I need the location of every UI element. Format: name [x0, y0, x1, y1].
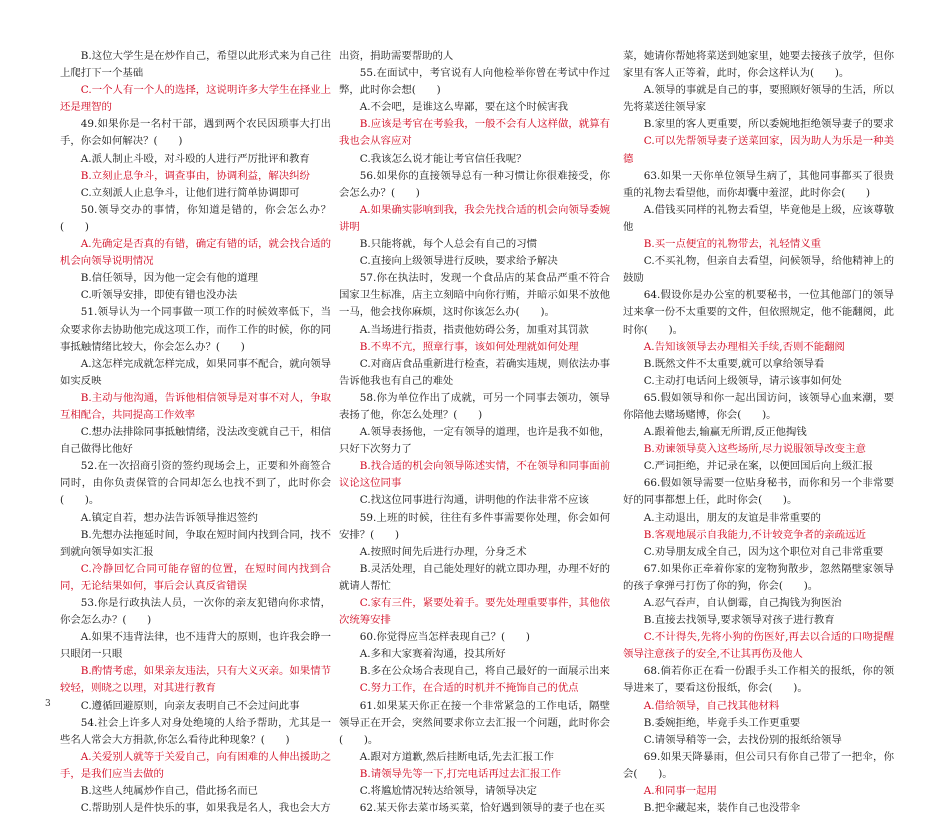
text-line: 67.如果你正牵着你家的宠物狗散步，忽然隔壁家领导的孩子拿弹弓打伤了你的狗，你会( )。	[623, 562, 894, 592]
text-line: B.灵活处理，自己能处理好的就立即办理，办理不好的就请人帮忙	[339, 562, 610, 592]
text-line: 49.如果你是一名村干部，遇到两个农民因琐事大打出手，你会如何解决？( )	[60, 118, 331, 148]
text-column-middle	[339, 48, 610, 817]
text-line: A.主动退出，朋友的友谊是非常重要的	[643, 511, 821, 524]
text-line: 65.假如领导和你一起出国访问，该领导心血来潮，要你陪他去赌场赌博，你会( )。	[623, 391, 894, 421]
text-line: A.派人制止斗殴，对斗殴的人进行严厉批评和教育	[80, 152, 310, 165]
text-line: 菜，她请你帮她将菜送到她家里，她要去接孩子放学，但你家里有客人正等着，此时，你会这样认为( )。	[623, 50, 894, 80]
text-line: 62.某天你去菜市场买菜，恰好遇到领导的妻子也在买	[359, 802, 605, 815]
answer-highlight: B.不卑不亢，照章行事，该如何处理就如何处理	[359, 340, 579, 353]
text-column-left	[60, 48, 331, 817]
text-line: C.严词拒绝，并记录在案，以便回国后向上级汇报	[643, 460, 873, 473]
text-line: B.只能将就，每个人总会有自己的习惯	[359, 238, 537, 251]
text-line: C.找这位同事进行沟通，讲明他的作法非常不应该	[359, 494, 589, 507]
text-line: 51.领导认为一个同事做一项工作的时候效率低下，当众要求你去协助他完成这项工作，而作工作的时候，你的同事抵触情绪比较大，你会怎么办？( )	[60, 306, 331, 353]
text-line: 69.如果天降暴雨，但公司只有你自己带了一把伞，你会( )。	[623, 750, 894, 780]
answer-highlight: A.如果确实影响到我，我会先找合适的机会向领导委婉讲明	[339, 203, 610, 233]
text-line: A.这怎样完成就怎样完成，如果同事不配合，就向领导如实反映	[60, 357, 331, 387]
text-line: 58.你为单位作出了成就，可另一个同事去领功，领导表扬了他，你怎么处理？( )	[339, 391, 610, 421]
text-line: B.这位大学生是在炒作自己，希望以此形式来为自己往上爬打下一个基础	[60, 50, 331, 80]
text-line: A.镇定自若，想办法告诉领导推迟签约	[80, 511, 258, 524]
text-line: 55.在面试中，考官说有人向他检举你曾在考试中作过弊，此时你会想( )	[339, 67, 610, 97]
answer-highlight: B.主动与他沟通，告诉他相信领导是对事不对人，争取互相配合，共同提高工作效率	[60, 391, 331, 421]
answer-highlight: C.一个人有一个人的选择，这说明许多大学生在择业上还是理智的	[60, 84, 331, 114]
text-line: 54.社会上许多人对身处绝境的人给予帮助，尤其是一些名人常会大方捐款,你怎么看待此种现象？( )	[60, 716, 331, 746]
answer-highlight: A.先确定是否真的有错，确定有错的话，就会找合适的机会向领导说明情况	[60, 238, 331, 268]
text-line: A.借钱买同样的礼物去看望，毕竟他是上级，应该尊敬他	[623, 203, 894, 233]
answer-highlight: A.借给领导，自己找其他材料	[643, 699, 780, 712]
text-line: 56.如果你的直接领导总有一种习惯让你很难接受，你会怎么办？( )	[339, 169, 610, 199]
text-line: C.请领导稍等一会，去找份别的报纸给领导	[643, 733, 842, 746]
text-line: B.先想办法拖延时间，争取在短时间内找到合同，找不到就向领导如实汇报	[60, 528, 331, 558]
text-line: C.帮助别人是件快乐的事，如果我是名人，我也会大方	[80, 802, 331, 815]
text-line: A.跟对方道歉,然后挂断电话,先去汇报工作	[359, 750, 554, 763]
text-line: 63.如果一天你单位领导生病了，其他同事都买了很贵重的礼物去看望他，而你却囊中羞涩，此时你会( )	[623, 169, 894, 199]
text-line: B.委婉拒绝，毕竟手头工作更重要	[643, 716, 801, 729]
answer-highlight: C.冷静回忆合同可能存留的位置，在短时间内找到合同，无论结果如何，事后会认真反省错误	[60, 562, 331, 592]
text-column-right	[623, 48, 894, 817]
answer-highlight: C.家有三件，紧要处着手。要先处理重要事件，其他依次统筹安排	[339, 597, 610, 627]
answer-highlight: B.劝谏领导莫入这些场所,尽力说服领导改变主意	[643, 443, 866, 456]
text-line: C.劝导朋友成全自己，因为这个职位对自己非常重要	[643, 545, 884, 558]
text-line: A.不会吧，是谁这么卑鄙，要在这个时候害我	[359, 101, 569, 114]
text-line: A.按照时间先后进行办理，分身乏术	[359, 545, 527, 558]
text-line: 59.上班的时候，往往有多件事需要你处理，你会如何安排？( )	[339, 511, 610, 541]
text-line: A.忍气吞声，自认倒霉，自己掏钱为狗医治	[643, 597, 842, 609]
text-line: 66.假如领导需要一位贴身秘书，而你和另一个非常要好的同事都想上任，此时你会( )。	[623, 477, 894, 507]
text-line: C.将尴尬情况转达给领导，请领导决定	[359, 785, 537, 798]
text-line: C.直接向上级领导进行反映，要求给予解决	[359, 255, 558, 268]
answer-highlight: A.和同事一起用	[643, 785, 717, 798]
text-line: 57.你在执法时，发现一个食品店的某食品严重不符合国家卫生标准，店主立刻暗中向你行贿，并暗示如果不放他一马，他会找你麻烦，这时你该怎么办( )。	[339, 272, 610, 319]
text-line: C.我该怎么说才能让考官信任我呢？	[359, 152, 527, 165]
text-line: 60.你觉得应当怎样表现自己？( )	[359, 631, 530, 644]
answer-highlight: B.应该是考官在考验我，一般不会有人这样做，就算有我也会从容应对	[339, 118, 610, 148]
answer-highlight: A.关爱别人就等于关爱自己，向有困难的人伸出援助之手，是我们应当去做的	[60, 750, 331, 780]
page-number: 3	[45, 699, 51, 709]
text-line: A.领导的事就是自己的事，要照顾好领导的生活，所以先将菜送往领导家	[623, 84, 894, 114]
text-line: C.不买礼物，但亲自去看望，问候领导，给他精神上的鼓励	[623, 255, 894, 285]
text-line: 61.如果某天你正在接一个非常紧急的工作电话，隔壁领导正在开会，突然间要求你立去汇报一个问题，此时你会( )。	[339, 699, 610, 746]
text-line: B.家里的客人更重要，所以委婉地拒绝领导妻子的要求	[643, 118, 894, 131]
answer-highlight: B.找合适的机会向领导陈述实情，不在领导和同事面前议论这位同事	[339, 460, 610, 490]
text-line: C.立刻派人止息争斗，让他们进行简单协调即可	[80, 186, 300, 199]
text-line: A.领导表扬他，一定有领导的道理，也许是我不如他，只好下次努力了	[339, 426, 610, 456]
text-line: A.跟着他去,输赢无所谓,反正他掏钱	[643, 426, 807, 439]
answer-highlight: A.告知该领导去办理相关手续,否则不能翻阅	[643, 340, 845, 353]
text-line: C.想办法排除同事抵触情绪，没法改变就自己干，相信自己做得比他好	[60, 426, 331, 456]
text-line: C.遵循回避原则，向亲友表明自己不会过问此事	[80, 699, 300, 712]
text-line: B.信任领导，因为他一定会有他的道理	[80, 272, 258, 285]
text-line: 52.在一次招商引资的签约现场会上，正要和外商签合同时，由你负责保管的合同却怎么也找不到了，此时你会( )。	[60, 460, 331, 507]
answer-highlight: B.立刻止息争斗，调查事由，协调利益，解决纠纷	[80, 169, 310, 182]
answer-highlight: B.买一点便宜的礼物带去，礼轻情义重	[643, 238, 821, 251]
text-line: C.听领导安排，即使有错也没办法	[80, 289, 238, 302]
text-line: C.主动打电话问上级领导，请示该事如何处	[643, 374, 842, 387]
text-line: B.直接去找领导,要求领导对孩子进行教育	[643, 614, 835, 627]
text-line: B.多在公众场合表现自己，将自己最好的一面展示出来	[359, 665, 610, 678]
text-line: B.既然文件不太重要,就可以拿给领导看	[643, 357, 825, 370]
answer-highlight: C.努力工作，在合适的时机并不掩饰自己的优点	[359, 682, 579, 695]
answer-highlight: B.酌情考虑，如果亲友违法，只有大义灭亲。如果情节较轻，则晓之以理，对其进行教育	[60, 665, 331, 695]
text-line: 64.假设你是办公室的机要秘书，一位其他部门的领导过来拿一份不太重要的文件，但依照规定，他不能翻阅，此时你( )。	[623, 289, 894, 336]
answer-highlight: B.客观地展示自我能力,不计较竞争者的亲疏远近	[643, 528, 866, 541]
text-line: A.如果不违背法律，也不违背大的原则，也许我会睁一只眼闭一只眼	[60, 631, 331, 661]
answer-highlight: C.可以先帮领导妻子送菜回家，因为助人为乐是一种美德	[623, 135, 894, 165]
text-line: 50.领导交办的事情，你知道是错的，你会怎么办？( )	[60, 203, 331, 233]
text-line: A.当场进行指责，指责他妨碍公务，加重对其罚款	[359, 323, 589, 336]
text-line: 68.倘若你正在看一份跟手头工作相关的报纸，你的领导进来了，要看这份报纸，你会( )。	[623, 665, 894, 695]
text-line: B.把伞藏起来，装作自己也没带伞	[643, 802, 801, 815]
text-line: 53.你是行政执法人员，一次你的亲友犯错向你求情，你会怎么办？( )	[60, 597, 331, 627]
answer-highlight: C.不计得失,先将小狗的伤医好,再去以合适的口吻提醒领导注意孩子的安全,不让其再伤及他人	[623, 631, 894, 661]
text-line: 出资，捐助需要帮助的人	[339, 50, 454, 62]
answer-highlight: B.请领导先等一下,打完电话再过去汇报工作	[359, 767, 562, 780]
text-line: C.对商店食品重新进行检查，若确实违规，则依法办事告诉他我也有自己的难处	[339, 357, 610, 387]
text-line: A.多和大家赛着沟通，投其所好	[359, 648, 506, 661]
text-line: B.这些人纯属炒作自己，借此扬名而已	[80, 785, 258, 798]
